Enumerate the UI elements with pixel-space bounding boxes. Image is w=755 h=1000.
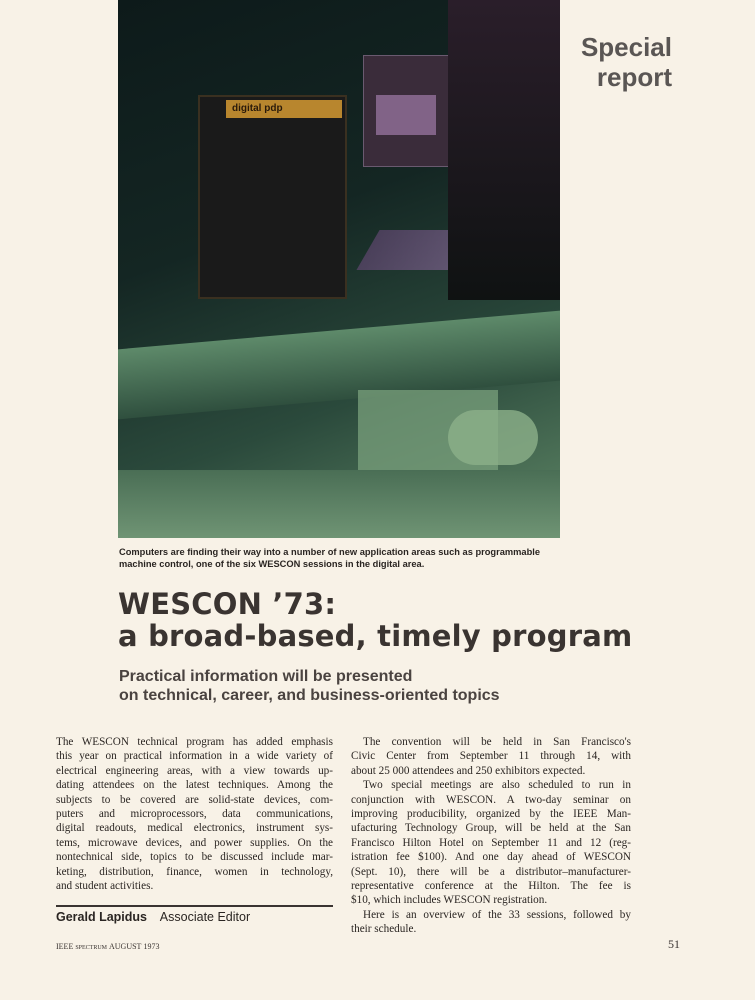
- text-line: The WESCON technical program has added emphasis: [56, 736, 333, 748]
- text-line: Two special meetings are also scheduled to run in: [363, 779, 631, 792]
- text-line: Francisco Hilton Hotel on September 11 and 12 (reg-: [351, 836, 631, 849]
- issue-month: AUGUST: [109, 942, 142, 951]
- section-label-line: report: [596, 62, 672, 92]
- photo-caption: Computers are finding their way into a number of new application areas such as programmable machine control, one of the six WESCON sessions in the digital area.: [119, 547, 541, 569]
- byline-rule: [56, 905, 333, 907]
- computer-label: digital pdp: [226, 100, 342, 118]
- subtitle-line: Practical information will be presented: [119, 668, 413, 685]
- text-line: about 25 000 attendees and 250 exhibitors expected.: [351, 764, 586, 777]
- byline: [56, 910, 250, 924]
- text-line: keting, distribution, finance, women in technology,: [56, 865, 333, 878]
- text-line: tems, microwave devices, and power supplies. On the: [56, 836, 333, 849]
- text-line: this year on practical information in a wide variety of: [56, 750, 333, 763]
- photo-machine-control: [118, 0, 560, 538]
- publication-name: IEEE spectrum: [56, 942, 107, 951]
- text-line: nontechnical side, topics to be discussed include mar-: [56, 851, 333, 864]
- text-line: (Sept. 10), there will be a distributor–manufacturer-: [351, 865, 631, 878]
- left-column: [56, 735, 333, 893]
- right-column: [351, 735, 631, 936]
- page-number: 51: [668, 937, 680, 951]
- subtitle-line: on technical, career, and business-oriented topics: [119, 687, 500, 704]
- section-label-line: Special: [580, 32, 672, 62]
- text-line: subjects to be covered are solid-state devices, com-: [56, 793, 333, 806]
- text-line: ufacturing Technology Group, will be held at the San: [351, 822, 631, 835]
- text-line: and student activities.: [56, 879, 154, 892]
- text-line: their schedule.: [351, 923, 417, 936]
- author-role: Associate Editor: [159, 910, 251, 924]
- article-title: [118, 588, 632, 652]
- text-line: puters and microprocessors, data communications,: [56, 807, 333, 820]
- text-line: digital readouts, medical electronics, instrument sys-: [56, 822, 333, 835]
- text-line: $10, which includes WESCON registration.: [351, 894, 548, 907]
- title-line: a broad-based, timely program: [118, 619, 633, 653]
- text-line: istration fee $100). And one day ahead of WESCON: [351, 851, 631, 864]
- text-line: electrical engineering areas, with a view towards up-: [56, 764, 333, 777]
- issue-year: 1973: [143, 942, 160, 951]
- text-line: The convention will be held in San Francisco's: [363, 736, 631, 748]
- section-label: [560, 32, 672, 92]
- text-line: improving producibility, organized by the IEEE Man-: [351, 807, 631, 820]
- text-line: Civic Center from September 11 through 14, with: [351, 750, 631, 763]
- author-name: Gerald Lapidus: [56, 910, 147, 924]
- title-line: WESCON ’73:: [118, 587, 337, 621]
- text-line: conjunction with WESCON. A two-day seminar on: [351, 793, 631, 806]
- text-line: Here is an overview of the 33 sessions, followed by: [363, 908, 631, 921]
- text-line: representative conference at the Hilton. The fee is: [351, 879, 631, 892]
- page-footer: [56, 942, 159, 951]
- text-line: dating attendees on the latest techniques. Among the: [56, 779, 333, 792]
- article-subtitle: [119, 667, 500, 705]
